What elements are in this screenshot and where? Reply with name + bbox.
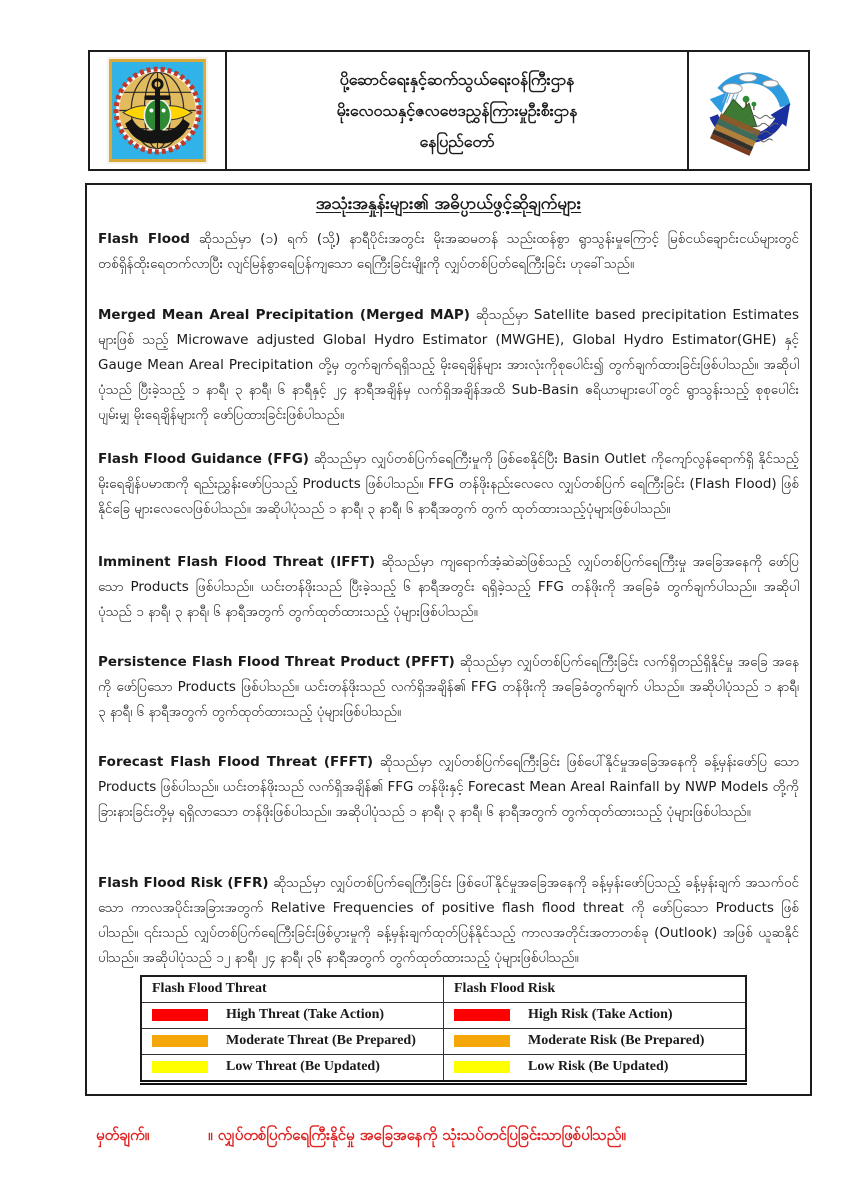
low-risk-color-swatch: [454, 1061, 510, 1073]
footnote: [96, 1122, 796, 1148]
column-flash-flood-risk: Flash Flood Risk: [444, 976, 747, 1003]
header-line-department: မိုးလေဝသနှင့်ဇလဗေဒညွှန်ကြားမှုဦးစီးဌာန: [336, 101, 578, 120]
column-flash-flood-threat: Flash Flood Threat: [141, 976, 444, 1003]
low-threat-color-swatch: [152, 1061, 208, 1073]
header-line-ministry: ပို့ဆောင်ရေးနှင့်ဆက်သွယ်ရေးဝန်ကြီးဌာန: [339, 70, 575, 89]
header-title-block: [227, 52, 687, 169]
moderate-threat-label: Moderate Threat (Be Prepared): [226, 1033, 416, 1048]
term-ffr: Flash Flood Risk (FFR): [98, 875, 269, 891]
definition-flash-flood: Flash Flood ဆိုသည်မှာ (၁) ရက် (သို့) နာရီပိုင်းအတွင်း မိုးအဆမတန် သည်းထန်စွာ ရွာသွန်းမှုကြောင့် မြစ်ငယ်ချောင်းငယ်များတွင် တစ်ရှိန်ထိုးရေတက်လာပြီး လျင်မြန်စွာရေပြန်ကျသော ရေကြီးခြင်းမျိုးကို လျှပ်တစ်ပြတ်ရေကြီးခြင်း ဟုခေါ်သည်။: [98, 231, 799, 272]
header-left-logo-cell: [90, 52, 227, 169]
high-threat-label: High Threat (Take Action): [226, 1007, 385, 1022]
header-right-logo-cell: [687, 52, 808, 169]
footnote-text: ။ လျှပ်တစ်ပြက်ရေကြီးနိုင်မှု အခြေအနေကို သုံးသပ်တင်ပြခြင်းသာဖြစ်ပါသည်။: [208, 1126, 626, 1144]
definition-ffr: Flash Flood Risk (FFR) ဆိုသည်မှာ လျှပ်တစ်ပြက်ရေကြီးခြင်း ဖြစ်ပေါ်နိုင်မှုအခြေအနေကို ခန့်မှန်းဖော်ပြသည့် ခန့်မှန်းချက် အသက်ဝင်သော ကာလအပိုင်းအခြားအတွက် Relative Frequencies of positive flash flood threat ကို ဖော်ပြသော Products ဖြစ်ပါသည်။ ၎င်းသည် လျှပ်တစ်ပြက်ရေကြီးခြင်းဖြစ်ပွားမှုကို ခန့်မှန်းချက်ထုတ်ပြန်နိုင်သည့် ကာလအတိုင်းအတာတစ်ခု (Outlook) အဖြစ် ယူဆနိုင်ပါသည်။ အဆိုပါပုံသည် ၁၂ နာရီ၊ ၂၄ နာရီ၊ ၃၆ နာရီအတွက် တွက်ထုတ်ထားသည့် ပုံများဖြစ်ပါသည်။: [98, 875, 799, 966]
legend-row-low: [141, 1055, 746, 1083]
document-title: အသုံးအနှုန်းများ၏ အဓိပ္ပာယ်ဖွင့်ဆိုချက်များ: [315, 194, 582, 214]
header-banner: [88, 50, 810, 171]
legend-row-high: [141, 1003, 746, 1029]
moderate-risk-label: Moderate Risk (Be Prepared): [528, 1033, 705, 1048]
header-line-city: နေပြည်တော်: [419, 132, 495, 151]
term-flash-flood: Flash Flood: [98, 231, 190, 247]
threat-risk-legend-table: [140, 975, 747, 1085]
legend-row-moderate: [141, 1029, 746, 1055]
low-threat-label: Low Threat (Be Updated): [226, 1059, 380, 1074]
term-pfft: Persistence Flash Flood Threat Product (PFFT): [98, 654, 455, 670]
high-threat-color-swatch: [152, 1009, 208, 1021]
water-cycle-icon: [700, 62, 798, 160]
term-ffg: Flash Flood Guidance (FFG): [98, 451, 309, 467]
moderate-risk-color-swatch: [454, 1035, 510, 1047]
definition-ffg: Flash Flood Guidance (FFG) ဆိုသည်မှာ လျှပ်တစ်ပြက်ရေကြီးမှုကို ဖြစ်စေနိုင်ပြီး Basin Outlet ကိုကျော်လွန်ရောက်ရှိ နိုင်သည့် မိုးရေချိန်ပမာဏကို ရည်းညွှန်းဖော်ပြသည့် Products ဖြစ်ပါသည်။ FFG တန်ဖိုးနည်းလေလေ လျှပ်တစ်ပြက် ရေကြီးခြင်း (Flash Flood) ဖြစ်နိုင်ခြေ များလေလေဖြစ်ပါသည်။ အဆိုပါပုံသည် ၁ နာရီ၊ ၃ နာရီ၊ ၆ နာရီအတွက် တွက် ထုတ်ထားသည့်ပုံများဖြစ်ပါသည်။: [98, 451, 799, 517]
moderate-threat-color-swatch: [152, 1035, 208, 1047]
term-ffft: Forecast Flash Flood Threat (FFFT): [98, 754, 374, 770]
high-risk-label: High Risk (Take Action): [528, 1007, 673, 1022]
low-risk-label: Low Risk (Be Updated): [528, 1059, 669, 1074]
term-merged-map: Merged Mean Areal Precipitation (Merged MAP): [98, 307, 470, 323]
definitions-box: [85, 183, 812, 1096]
definition-merged-map: Merged Mean Areal Precipitation (Merged MAP) ဆိုသည်မှာ Satellite based precipitation Estimates များဖြစ် သည့် Microwave adjusted Global Hydro Estimator (MWGHE), Global Hydro Estimator(GHE) နှင့် Gauge Mean Areal Precipitation တို့မှ တွက်ချက်ရရှိသည့် မိုးရေချိန်များ အားလုံးကိုစုပေါင်း၍ တွက်ချက်ထားခြင်းဖြစ်ပါသည်။ အဆိုပါ ပုံသည် ပြီးခဲ့သည့် ၁ နာရီ၊ ၃ နာရီ၊ ၆ နာရီနှင့် ၂၄ နာရီအချိန်မှ လက်ရှိအချိန်အထိ Sub-Basin ဧရိယာများပေါ်တွင် ရွာသွန်းသည့် စုစုပေါင်း ပျမ်းမျှ မိုးရေချိန်များကို ဖော်ပြထားခြင်းဖြစ်ပါသည်။: [98, 307, 799, 423]
term-ifft: Imminent Flash Flood Threat (IFFT): [98, 554, 376, 570]
definition-pfft: Persistence Flash Flood Threat Product (PFFT) ဆိုသည်မှာ လျှပ်တစ်ပြက်ရေကြီးခြင်း လက်ရှိတည်ရှိနိုင်မှု အခြေ အနေကို ဖော်ပြသော Products ဖြစ်ပါသည်။ ယင်းတန်ဖိုးသည် လက်ရှိအချိန်၏ FFG တန်ဖိုးကို အခြေခံတွက်ချက် ပါသည်။ အဆိုပါပုံသည် ၁ နာရီ၊ ၃ နာရီ၊ ၆ နာရီအတွက် တွက်ထုတ်ထားသည့် ပုံများဖြစ်ပါသည်။: [98, 654, 799, 720]
definition-ffft: Forecast Flash Flood Threat (FFFT) ဆိုသည်မှာ လျှပ်တစ်ပြက်ရေကြီးခြင်း ဖြစ်ပေါ်နိုင်မှုအခြေအနေကို ခန့်မှန်းဖော်ပြ သော Products ဖြစ်ပါသည်။ ယင်းတန်ဖိုးသည် လက်ရှိအချိန်၏ FFG တန်ဖိုးနှင့် Forecast Mean Areal Rainfall by NWP Models တို့ကို ခြားနားခြင်းတို့မှ ရရှိလာသော တန်ဖိုးဖြစ်ပါသည်။ အဆိုပါပုံသည် ၁ နာရီ၊ ၃ နာရီ၊ ၆ နာရီအတွက် တွက်ထုတ်ထားသည့် ပုံများဖြစ်ပါသည်။: [98, 754, 799, 820]
definition-ifft: Imminent Flash Flood Threat (IFFT) ဆိုသည်မှာ ကျရောက်အံ့ဆဲဆဲဖြစ်သည့် လျှပ်တစ်ပြက်ရေကြီးမှု အခြေအနေကို ဖော်ပြသော Products ဖြစ်ပါသည်။ ယင်းတန်ဖိုးသည် ပြီးခဲ့သည့် ၆ နာရီအတွင်း ရရှိခဲ့သည့် FFG တန်ဖိုးကို အခြေခံ တွက်ချက်ပါသည်။ အဆိုပါပုံသည် ၁ နာရီ၊ ၃ နာရီ၊ ၆ နာရီအတွက် တွက်ထုတ်ထားသည့် ပုံများဖြစ်ပါသည်။: [98, 554, 799, 620]
legend-header-row: [141, 976, 746, 1003]
high-risk-color-swatch: [454, 1009, 510, 1021]
ministry-emblem-icon: [107, 57, 208, 164]
footnote-label: မှတ်ချက်။: [96, 1126, 150, 1144]
